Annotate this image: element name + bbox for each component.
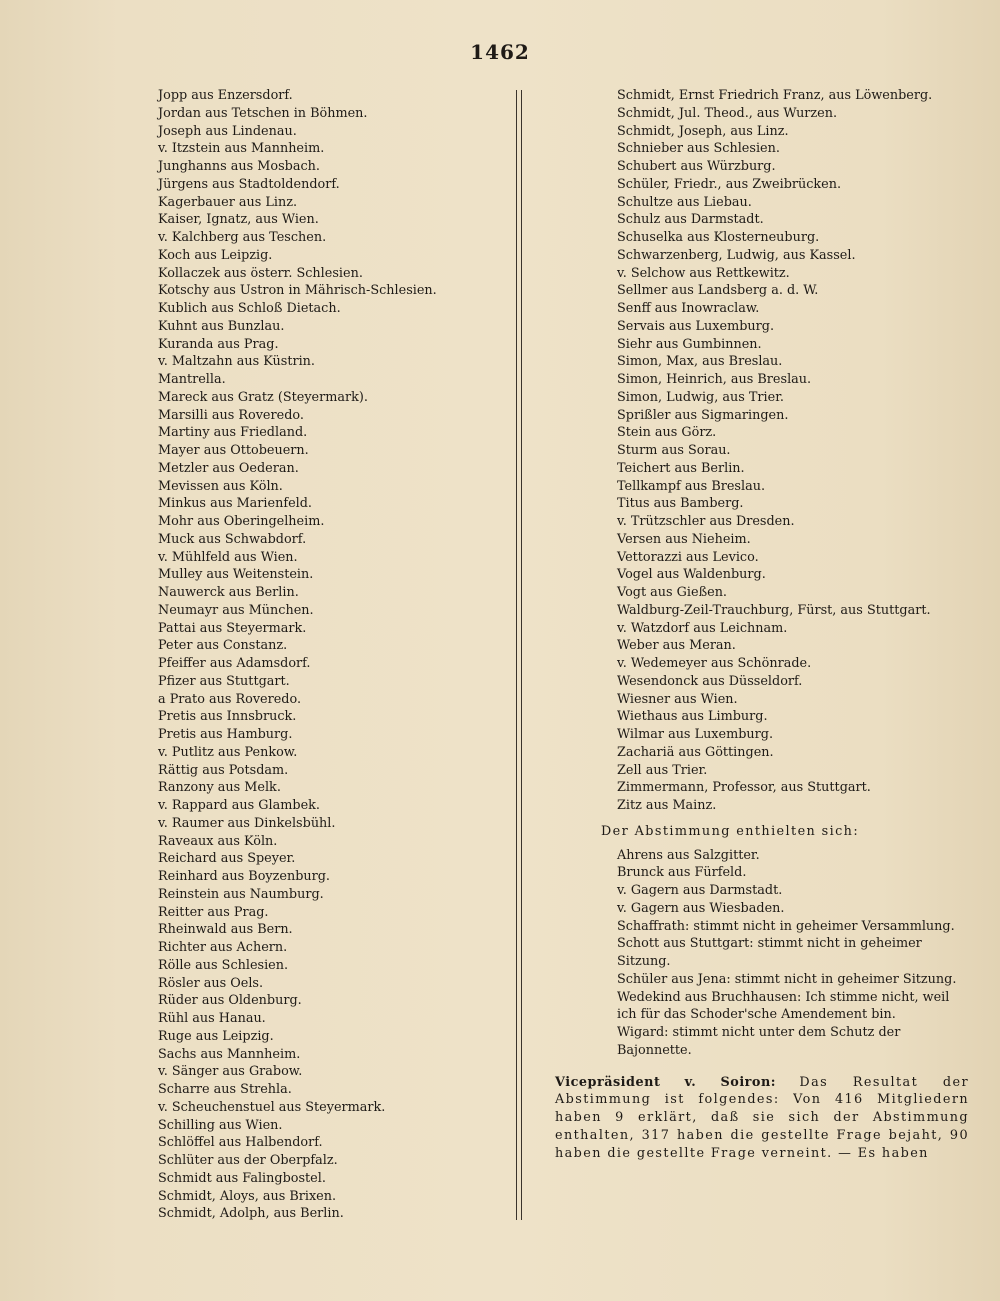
- name-entry: Pretis aus Hamburg.: [158, 727, 293, 742]
- name-entry: Kollaczek aus österr. Schlesien.: [158, 265, 363, 281]
- name-entry: Schmidt, Jul. Theod., aus Wurzen.: [617, 105, 838, 121]
- name-entry: Reinstein aus Naumburg.: [158, 886, 324, 902]
- name-entry: Mevissen aus Köln.: [158, 478, 283, 494]
- name-entry: Versen aus Nieheim.: [617, 531, 751, 547]
- name-entry: Sprißler aus Sigmaringen.: [617, 407, 789, 423]
- name-entry: v. Mühlfeld aus Wien.: [158, 549, 298, 565]
- name-entry: Rüder aus Oldenburg.: [158, 993, 302, 1009]
- name-entry: Servais aus Luxemburg.: [617, 318, 775, 334]
- name-entry: Ahrens aus Salzgitter.: [617, 847, 760, 863]
- name-entry: Rösler aus Oels.: [158, 975, 264, 991]
- name-entry: v. Gagern aus Darmstadt.: [617, 883, 783, 898]
- abstention-list: [617, 847, 969, 1060]
- name-entry: Brunck aus Fürfeld.: [617, 865, 747, 881]
- right-name-list: [617, 87, 969, 815]
- name-entry: Sellmer aus Landsberg a. d. W.: [617, 283, 819, 299]
- name-entry: v. Rappard aus Glambek.: [158, 798, 320, 813]
- name-entry: Schilling aus Wien.: [158, 1117, 283, 1133]
- name-entry: Weber aus Meran.: [617, 638, 736, 654]
- name-entry: Schwarzenberg, Ludwig, aus Kassel.: [617, 247, 856, 263]
- name-entry: Mulley aus Weitenstein.: [158, 567, 314, 583]
- name-entry: Schmidt, Adolph, aus Berlin.: [158, 1206, 344, 1222]
- name-entry: Simon, Ludwig, aus Trier.: [617, 389, 784, 405]
- name-entry: Scharre aus Strehla.: [158, 1082, 292, 1097]
- name-entry: Kuranda aus Prag.: [158, 336, 279, 352]
- name-entry: Martiny aus Friedland.: [158, 425, 308, 441]
- left-column: [158, 87, 503, 1223]
- name-entry: Schnieber aus Schlesien.: [617, 141, 780, 157]
- name-entry: Simon, Max, aus Breslau.: [617, 354, 783, 370]
- name-entry: Marsilli aus Roveredo.: [158, 407, 304, 423]
- name-entry: Reitter aus Prag.: [158, 904, 269, 920]
- name-entry: Nauwerck aus Berlin.: [158, 585, 299, 600]
- name-entry: Schmidt, Aloys, aus Brixen.: [158, 1188, 337, 1204]
- name-entry: v. Kalchberg aus Teschen.: [158, 230, 327, 245]
- page-number: 1462: [470, 40, 530, 64]
- name-entry: Peter aus Constanz.: [158, 638, 288, 654]
- name-entry: Metzler aus Oederan.: [158, 460, 299, 476]
- name-entry: Mareck aus Gratz (Steyermark).: [158, 389, 368, 405]
- name-entry: Jopp aus Enzersdorf.: [158, 88, 293, 103]
- name-entry: Wiesner aus Wien.: [617, 691, 738, 707]
- name-entry: Schmidt, Ernst Friedrich Franz, aus Löwenberg.: [617, 88, 933, 103]
- name-entry: v. Maltzahn aus Küstrin.: [158, 354, 315, 370]
- name-entry: Reinhard aus Boyzenburg.: [158, 869, 331, 884]
- name-entry: Vettorazzi aus Levico.: [617, 549, 759, 565]
- closing-paragraph: [555, 1074, 969, 1163]
- name-entry: Wilmar aus Luxemburg.: [617, 727, 774, 742]
- column-divider: [516, 90, 522, 1220]
- name-entry: Vogt aus Gießen.: [617, 585, 727, 600]
- name-entry: Schulz aus Darmstadt.: [617, 212, 764, 228]
- name-entry: Titus aus Bamberg.: [617, 496, 744, 512]
- name-entry: Wigard: stimmt nicht unter dem Schutz der Bajonnette.: [617, 1025, 901, 1058]
- name-entry: Schubert aus Würzburg.: [617, 159, 776, 174]
- name-entry: Simon, Heinrich, aus Breslau.: [617, 372, 812, 387]
- name-entry: Schmidt aus Falingbostel.: [158, 1170, 326, 1186]
- name-entry: Richter aus Achern.: [158, 940, 288, 955]
- name-entry: Kotschy aus Ustron in Mährisch-Schlesien.: [158, 283, 437, 299]
- name-entry: Zachariä aus Göttingen.: [617, 744, 774, 760]
- right-column: [555, 87, 970, 1162]
- name-entry: Muck aus Schwabdorf.: [158, 531, 307, 547]
- name-entry: Reichard aus Speyer.: [158, 851, 296, 867]
- name-entry: Kublich aus Schloß Dietach.: [158, 301, 341, 316]
- name-entry: a Prato aus Roveredo.: [158, 691, 302, 707]
- name-entry: Schuselka aus Klosterneuburg.: [617, 230, 820, 245]
- name-entry: v. Trützschler aus Dresden.: [617, 514, 795, 529]
- name-entry: v. Selchow aus Rettkewitz.: [617, 265, 790, 281]
- name-entry: Rühl aus Hanau.: [158, 1011, 266, 1026]
- name-entry: Ruge aus Leipzig.: [158, 1028, 274, 1044]
- speaker-name: Vicepräsident v. Soiron:: [555, 1074, 776, 1090]
- name-entry: Schlüter aus der Oberpfalz.: [158, 1153, 338, 1168]
- name-entry: Zitz aus Mainz.: [617, 798, 717, 813]
- name-entry: Schott aus Stuttgart: stimmt nicht in geheimer Sitzung.: [617, 936, 922, 969]
- name-entry: Ranzony aus Melk.: [158, 780, 281, 796]
- name-entry: v. Watzdorf aus Leichnam.: [617, 620, 788, 636]
- name-entry: Koch aus Leipzig.: [158, 247, 273, 263]
- name-entry: Neumayr aus München.: [158, 602, 314, 618]
- name-entry: Rheinwald aus Bern.: [158, 922, 293, 938]
- name-entry: Mohr aus Oberingelheim.: [158, 514, 325, 529]
- name-entry: Wesendonck aus Düsseldorf.: [617, 673, 803, 689]
- name-entry: Senff aus Inowraclaw.: [617, 301, 760, 316]
- name-entry: Waldburg-Zeil-Trauchburg, Fürst, aus Stuttgart.: [617, 602, 931, 618]
- name-entry: Kaiser, Ignatz, aus Wien.: [158, 212, 319, 228]
- name-entry: Tellkampf aus Breslau.: [617, 478, 766, 494]
- name-entry: Jürgens aus Stadtoldendorf.: [158, 176, 340, 192]
- name-entry: v. Itzstein aus Mannheim.: [158, 141, 325, 157]
- name-entry: v. Raumer aus Dinkelsbühl.: [158, 815, 336, 831]
- name-entry: Sachs aus Mannheim.: [158, 1046, 301, 1062]
- name-entry: Wiethaus aus Limburg.: [617, 709, 768, 725]
- closing-text: Das Resultat der Abstimmung ist folgendes: Von 416 Mitgliedern haben 9 erklärt, daß sie sich der Abstimmung enthalten, 317 haben die gestellte Frage bejaht, 90 haben die gestellte Frage verneint. — Es haben: [555, 1074, 970, 1161]
- name-entry: Junghanns aus Mosbach.: [158, 159, 320, 174]
- name-entry: Schlöffel aus Halbendorf.: [158, 1135, 323, 1151]
- name-entry: Raveaux aus Köln.: [158, 833, 278, 849]
- name-entry: v. Putlitz aus Penkow.: [158, 744, 298, 760]
- name-entry: Stein aus Görz.: [617, 425, 717, 441]
- name-entry: Zimmermann, Professor, aus Stuttgart.: [617, 780, 871, 796]
- name-entry: Pretis aus Innsbruck.: [158, 709, 297, 725]
- name-entry: Schultze aus Liebau.: [617, 194, 752, 210]
- name-entry: Kagerbauer aus Linz.: [158, 194, 298, 210]
- name-entry: Schaffrath: stimmt nicht in geheimer Versammlung.: [617, 918, 955, 934]
- name-entry: Wedekind aus Bruchhausen: Ich stimme nicht, weil ich für das Schoder'sche Amendement bin.: [617, 989, 950, 1023]
- name-entry: Siehr aus Gumbinnen.: [617, 336, 762, 352]
- name-entry: Zell aus Trier.: [617, 762, 708, 778]
- name-entry: Sturm aus Sorau.: [617, 443, 731, 458]
- name-entry: Vogel aus Waldenburg.: [617, 567, 766, 583]
- name-entry: v. Scheuchenstuel aus Steyermark.: [158, 1099, 386, 1115]
- name-entry: Pfeiffer aus Adamsdorf.: [158, 656, 311, 671]
- name-entry: Pfizer aus Stuttgart.: [158, 673, 290, 689]
- name-entry: Pattai aus Steyermark.: [158, 620, 307, 636]
- name-entry: v. Wedemeyer aus Schönrade.: [617, 656, 812, 671]
- name-entry: Joseph aus Lindenau.: [158, 123, 297, 139]
- name-entry: Teichert aus Berlin.: [617, 460, 745, 476]
- name-entry: Rölle aus Schlesien.: [158, 957, 289, 973]
- name-entry: Mantrella.: [158, 372, 226, 387]
- name-entry: Kuhnt aus Bunzlau.: [158, 318, 285, 334]
- name-entry: Jordan aus Tetschen in Böhmen.: [158, 105, 368, 121]
- name-entry: Schüler, Friedr., aus Zweibrücken.: [617, 176, 842, 192]
- name-entry: Schüler aus Jena: stimmt nicht in geheimer Sitzung.: [617, 971, 957, 987]
- name-entry: Schmidt, Joseph, aus Linz.: [617, 123, 789, 139]
- name-entry: v. Sänger aus Grabow.: [158, 1064, 303, 1080]
- name-entry: Minkus aus Marienfeld.: [158, 496, 312, 512]
- abstention-heading: Der Abstimmung enthielten sich:: [601, 823, 860, 839]
- name-entry: Rättig aus Potsdam.: [158, 762, 289, 778]
- name-entry: v. Gagern aus Wiesbaden.: [617, 900, 785, 916]
- name-entry: Mayer aus Ottobeuern.: [158, 443, 309, 458]
